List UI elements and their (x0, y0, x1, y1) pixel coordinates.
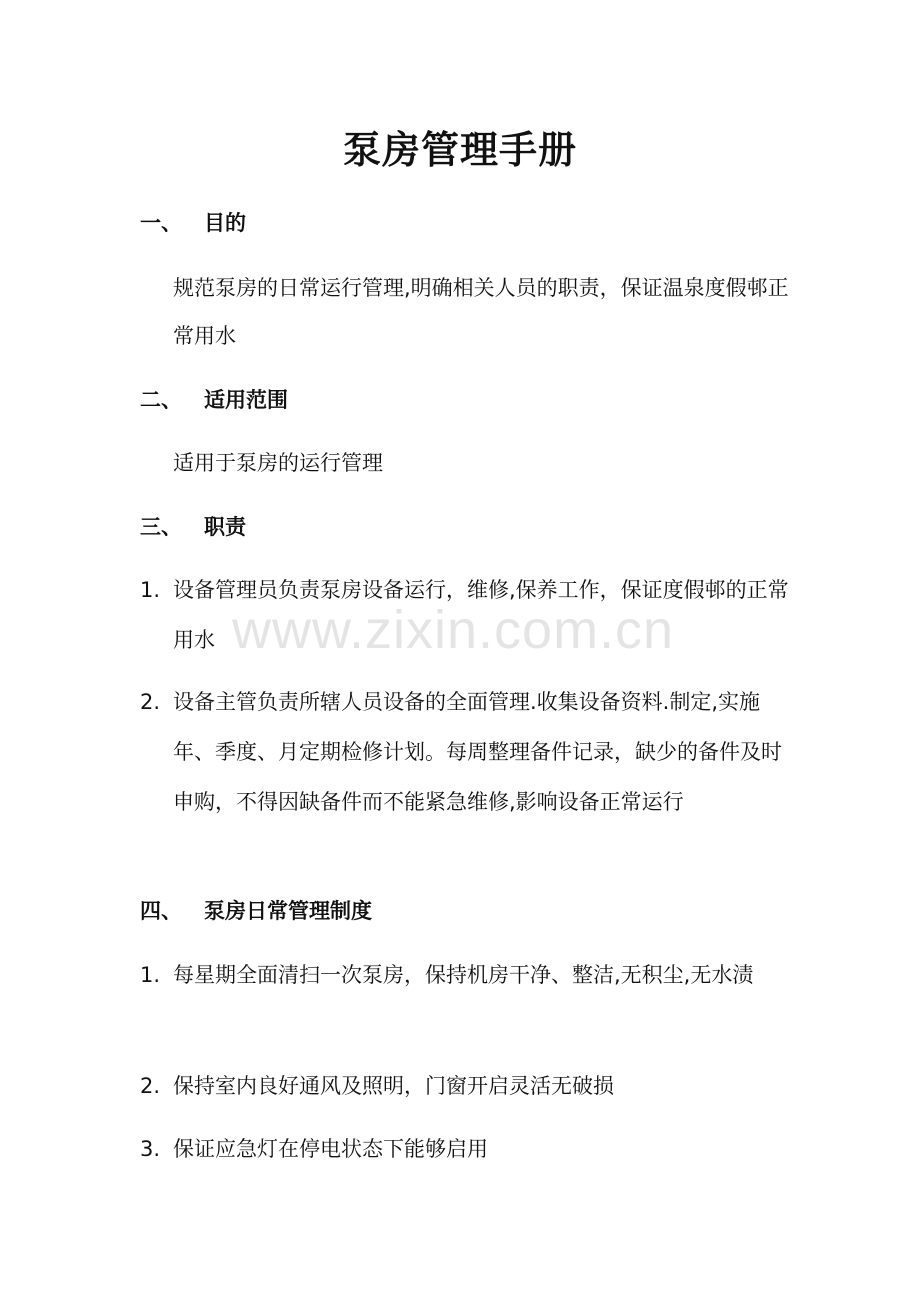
list-item-text: 设备主管负责所辖人员设备的全面管理.收集设备资料.制定,实施年、季度、月定期检修计划。每周整理备件记录，缺少的备件及时申购，不得因缺备件而不能紧急维修,影响设备正常运行 (173, 690, 782, 814)
list-item (140, 950, 800, 1000)
section-heading-daily-management (140, 896, 372, 926)
section-title: 职责 (204, 515, 246, 539)
list-item-number: 1. (140, 578, 161, 602)
list-item-text: 每星期全面清扫一次泵房，保持机房干净、整洁,无积尘,无水渍 (173, 963, 754, 987)
list-item (140, 565, 800, 665)
list-item-number: 3. (140, 1137, 161, 1161)
list-item-number: 1. (140, 963, 161, 987)
section-heading-duties (140, 512, 246, 542)
list-item-text: 保持室内良好通风及照明，门窗开启灵活无破损 (173, 1074, 614, 1098)
section-heading-scope (140, 385, 288, 415)
list-item-number: 2. (140, 690, 161, 714)
section-number: 一、 (140, 211, 182, 235)
section-paragraph-scope: 适用于泵房的运行管理 (173, 451, 383, 475)
section-paragraph-purpose: 规范泵房的日常运行管理,明确相关人员的职责，保证温泉度假邨正常用水 (173, 276, 789, 348)
document-title: 泵房管理手册 (342, 128, 577, 172)
section-title: 适用范围 (204, 388, 288, 412)
list-item-text: 保证应急灯在停电状态下能够启用 (173, 1137, 488, 1161)
list-item-text: 设备管理员负责泵房设备运行，维修,保养工作，保证度假邨的正常用水 (173, 578, 789, 652)
section-number: 二、 (140, 388, 182, 412)
watermark: www.zixin.com.cn (232, 600, 675, 660)
list-item-number: 2. (140, 1074, 161, 1098)
section-title: 目的 (204, 211, 246, 235)
section-title: 泵房日常管理制度 (204, 899, 372, 923)
section-number: 三、 (140, 515, 182, 539)
list-item (140, 1124, 800, 1174)
section-heading-purpose (140, 208, 246, 238)
section-number: 四、 (140, 899, 182, 923)
list-item (140, 677, 800, 827)
list-item (140, 1061, 800, 1111)
